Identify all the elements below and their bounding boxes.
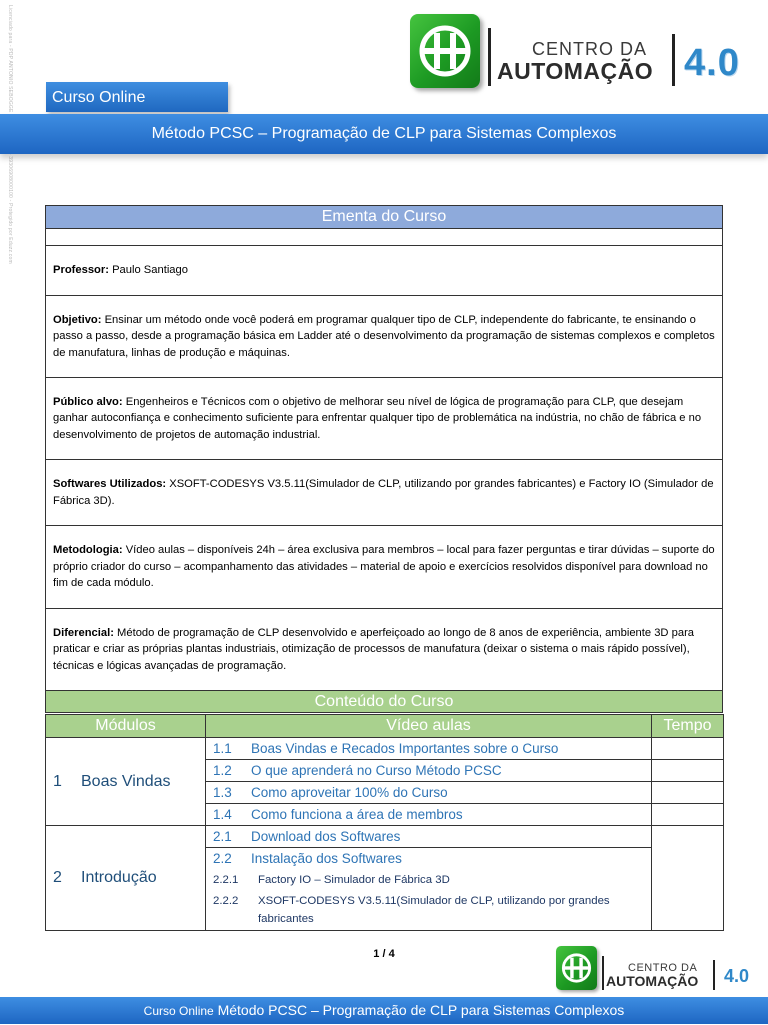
module-name: Introdução <box>81 869 157 886</box>
module-name: Boas Vindas <box>81 772 171 790</box>
softwares-label: Softwares Utilizados: <box>53 478 167 490</box>
logo-text-line2: AUTOMAÇÃO <box>497 58 654 84</box>
publico-row <box>46 378 723 460</box>
objetivo-row <box>46 296 723 378</box>
footer-small-label: Curso Online <box>143 1004 214 1018</box>
logo-text-line1: CENTRO DA <box>532 39 648 59</box>
video-item <box>206 760 652 782</box>
video-item <box>206 826 652 848</box>
metodologia-row <box>46 526 723 609</box>
course-title-banner: Método PCSC – Programação de CLP para Sistemas Complexos <box>0 114 768 154</box>
footer-title: Método PCSC – Programação de CLP para Sistemas Complexos <box>213 1002 625 1018</box>
module-number: 1 <box>53 772 62 790</box>
video-item <box>206 738 652 760</box>
page-current: 1 <box>373 948 380 960</box>
objetivo-label: Objetivo: <box>53 313 102 326</box>
modulos-column-header: Módulos <box>46 715 206 738</box>
video-item <box>206 782 652 804</box>
tempo-cell <box>652 760 724 782</box>
logo-mark-icon <box>410 14 480 88</box>
module-number: 2 <box>53 869 62 886</box>
video-subitem <box>206 869 652 890</box>
video-item <box>206 804 652 826</box>
ementa-header: Ementa do Curso <box>46 206 723 229</box>
logo-mark-icon <box>556 946 597 990</box>
video-item <box>206 848 652 870</box>
video-subitem <box>206 890 652 931</box>
logo-text-line2: AUTOMAÇÃO <box>606 973 699 989</box>
page-total: 4 <box>388 948 395 960</box>
video-number: 1.3 <box>213 785 232 800</box>
tempo-cell <box>652 826 724 931</box>
objetivo-text: Ensinar um método onde você poderá em programar qualquer tipo de CLP, independente do fabricante, te ensinando o passo a passo, desde a programação básica em Ladder até o desenvolvimento da programação de sistemas complexos e completos de manufatura, linhas de produção e máquinas. <box>53 313 715 359</box>
diferencial-text: Método de programação de CLP desenvolvido e aperfeiçoado ao longo de 8 anos de experiência, ambiente 3D para praticar e criar as próprias plantas industriais, otimização de processos de manufatura (deixar o sistema o mais rápido possível), técnicas e lógicas avançadas de programação. <box>53 626 695 672</box>
publico-text: Engenheiros e Técnicos com o objetivo de melhorar seu nível de lógica de programação para CLP, que desejam ganhar autoconfiança e conhecimento suficiente para enfrentar qualquer tipo de problemática na indústria, no chão de fábrica e no desenvolvimento de projetos de automação industrial. <box>53 395 702 441</box>
diferencial-label: Diferencial: <box>53 626 114 639</box>
modules-table <box>45 714 724 931</box>
video-number: 2.2.2 <box>213 895 239 907</box>
module-introducao <box>46 826 206 931</box>
professor-row <box>46 246 723 296</box>
video-title: Como funciona a área de membros <box>251 807 463 822</box>
logo-divider <box>488 28 491 86</box>
video-title: Boas Vindas e Recados Importantes sobre o Curso <box>251 741 559 756</box>
video-number: 2.2.1 <box>213 873 239 886</box>
video-title: Download dos Softwares <box>251 829 401 844</box>
publico-label: Público alvo: <box>53 395 123 408</box>
footer-logo <box>556 946 756 994</box>
tempo-cell <box>652 804 724 826</box>
logo-version: 4.0 <box>724 966 750 986</box>
license-watermark <box>3 5 13 365</box>
video-number: 1.1 <box>213 741 232 756</box>
conteudo-header: Conteúdo do Curso <box>46 691 723 713</box>
tempo-cell <box>652 782 724 804</box>
logo-version: 4.0 <box>684 42 740 84</box>
page-separator: / <box>379 948 389 960</box>
diferencial-row <box>46 609 723 691</box>
metodologia-label: Metodologia: <box>53 544 123 557</box>
video-number: 2.1 <box>213 829 232 844</box>
metodologia-text: Vídeo aulas – disponíveis 24h – área exclusiva para membros – local para fazer perguntas e tirar dúvidas – suporte do próprio criador do curso – acompanhamento das atividades – material de apoio e exercícios resolvidos disponível para download no fim de cada módulo. <box>53 544 715 590</box>
video-number: 1.4 <box>213 807 232 822</box>
logo-text-line1: CENTRO DA <box>628 962 698 974</box>
centro-da-automacao-logo <box>410 12 755 92</box>
softwares-row <box>46 460 723 526</box>
video-title: Instalação dos Softwares <box>251 851 402 866</box>
professor-text: Paulo Santiago <box>108 264 188 277</box>
footer-banner <box>0 997 768 1024</box>
tempo-cell <box>652 738 724 760</box>
logo-divider <box>713 960 715 990</box>
logo-divider <box>602 956 604 990</box>
video-title: Factory IO – Simulador de Fábrica 3D <box>258 873 450 886</box>
module-boas-vindas <box>46 738 206 826</box>
video-title: Como aproveitar 100% do Curso <box>251 785 448 800</box>
ementa-table <box>45 205 723 713</box>
video-number: 1.2 <box>213 763 232 778</box>
video-title: O que aprenderá no Curso Método PCSC <box>251 763 502 778</box>
professor-label: Professor: <box>53 264 109 277</box>
tempo-column-header: Tempo <box>652 715 724 738</box>
softwares-text: XSOFT-CODESYS V3.5.11(Simulador de CLP, utilizando por grandes fabricantes) e Factory IO (Simulador de Fábrica 3D). <box>53 478 714 507</box>
videos-column-header: Vídeo aulas <box>206 715 652 738</box>
video-title: XSOFT-CODESYS V3.5.11(Simulador de CLP, utilizando por grandes fabricantes <box>258 895 610 925</box>
curso-online-tab: Curso Online <box>46 82 228 112</box>
spacer-row <box>46 229 723 246</box>
logo-divider <box>672 34 675 86</box>
video-number: 2.2 <box>213 851 232 866</box>
